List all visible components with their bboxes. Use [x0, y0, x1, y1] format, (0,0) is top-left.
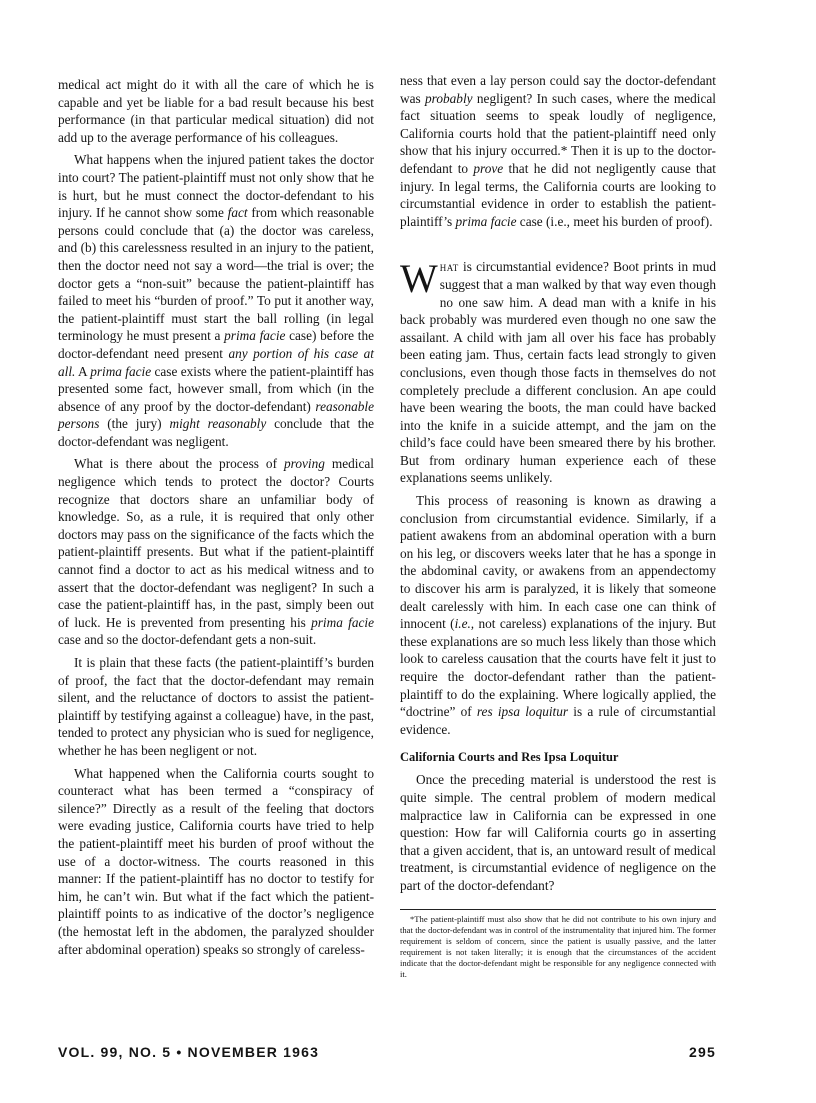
page-number: 295: [689, 1044, 716, 1060]
section-gap: [400, 230, 716, 258]
issue-info: VOL. 99, NO. 5 • NOVEMBER 1963: [58, 1044, 320, 1060]
paragraph: ness that even a lay person could say the doctor-defendant was probably negligent? In such cases, where the medical fact situation seems to speak loudly of negligence, California courts hold that the patient-plaintiff need only show that his injury occurred.* Then it is up to the doctor-defendant to prove that he did not negligently cause that injury. In legal terms, the California courts are looking to circumstantial evidence in order to establish the patient-plaintiff’s prima facie case (i.e., meet his burden of proof).: [400, 73, 716, 229]
footnote-divider: [400, 909, 716, 910]
paragraph: What is circumstantial evidence? Boot prints in mud suggest that a man walked by that way even though no one saw him. A dead man with a knife in his back probably was murdered even though no one saw the assailant. A child with jam all over his face has probably been eating jam. Thus, certain facts lead strongly to given conclusions, even though those facts in themselves do not completely preclude a different conclusion. An ape could have been wearing the boots, the man could have backed into the knife in a suicide attempt, and the jam on the child’s face could have been smeared there by his brother. But from ordinary human experience each of these explanations seems unlikely.: [400, 256, 716, 486]
section-heading: California Courts and Res Ipsa Loquitur: [400, 750, 619, 765]
drop-cap: W: [400, 256, 438, 302]
page-footer: [58, 1044, 716, 1060]
paragraph: What happened when the California courts sought to counteract what has been termed a “conspiracy of silence?” Directly as a result of the feeling that doctors were evading justice, California courts have tried to help the patient-plaintiff meet his burden of proof without the use of a doctor-witness. The courts reasoned in this manner: If the patient-plaintiff has no doctor to testify for him, he can’t win. But what if the fact which the patient-plaintiff points to as indicative of the doctor’s negligence (the hemostat left in the abdomen, the paralyzed shoulder after abdominal operation) speaks so strongly of careless-: [58, 765, 374, 957]
left-column: [58, 76, 374, 958]
paragraph: medical act might do it with all the care of which he is capable and yet be liable for a bad result because his best performance (in that particular medical situation) did not add up to the average performance of his colleagues.: [58, 77, 374, 145]
paragraph: This process of reasoning is known as drawing a conclusion from circumstantial evidence. Similarly, if a patient awakens from an abdominal operation with a burn on his leg, or discovers weeks later that he has a sponge in the abdominal cavity, or awakens from an appendectomy to discover his arm is paralyzed, it is likely that someone dealt carelessly with him. In each case one can think of innocent (i.e., not careless) explanations of the injury. But these explanations are so much less likely than those which look to careless causation that the courts have felt it just to require the doctor-defendant rather than the patient-plaintiff to do the explaining. Where logically applied, the “doctrine” of res ipsa loquitur is a rule of circumstantial evidence.: [400, 493, 716, 737]
right-column: [400, 72, 716, 980]
paragraph: What is there about the process of proving medical negligence which tends to protect the doctor? Courts recognize that doctors share an unfamiliar body of knowledge. So, as a rule, it is required that only other doctors may pass on the significance of the facts which the patient-plaintiff presents. But what if the patient-plaintiff cannot find a doctor to act as his medical witness and to assert that the doctor-defendant was negligent? In such a case the patient-plaintiff has, in the past, simply been out of luck. He is prevented from presenting his prima facie case and so the doctor-defendant gets a non-suit.: [58, 456, 375, 648]
paragraph: It is plain that these facts (the patient-plaintiff’s burden of proof, the fact that the doctor-defendant may remain silent, and the reluctance of doctors to assist the patient-plaintiff by testifying against a colleague) have, in the past, tended to protect any physician who is sued for negligence, whether he has been negligent or not.: [58, 655, 374, 758]
paragraph: Once the preceding material is understood the rest is quite simple. The central problem of modern medical malpractice law in California can be expressed in one question: How far will California courts go in asserting that a given accident, that is, an untoward result of medical treatment, is circumstantial evidence of negligence on the part of the doctor-defendant?: [400, 772, 716, 893]
footnote: *The patient-plaintiff must also show that he did not contribute to his own injury and that the doctor-defendant was in control of the instrumentality that injured him. The former requirement is seldom of concern, since the patient is usually passive, and the latter requirement is not taken literally; it is enough that the circumstances of the accident indicate that the doctor-defendant might be responsible for any negligence connected with it.: [400, 913, 716, 979]
paragraph: What happens when the injured patient takes the doctor into court? The patient-plaintiff must not only show that he is hurt, but he must connect the doctor-defendant to his injury. If he cannot show some fact from which reasonable persons could conclude that (a) the doctor was careless, and (b) this carelessness resulted in an injury to the patient, then the doctor need not say a word—the trial is over; the doctor gets a “non-suit” because the patient-plaintiff has failed to meet his “burden of proof.” To put it another way, the patient-plaintiff must start the ball rolling (in legal terminology he must present a prima facie case) before the doctor-defendant need present any portion of his case at all. A prima facie case exists where the patient-plaintiff has presented some fact, however small, from which (in the absence of any proof by the doctor-defendant) reasonable persons (the jury) might reasonably conclude that the doctor-defendant was negligent.: [58, 152, 374, 449]
